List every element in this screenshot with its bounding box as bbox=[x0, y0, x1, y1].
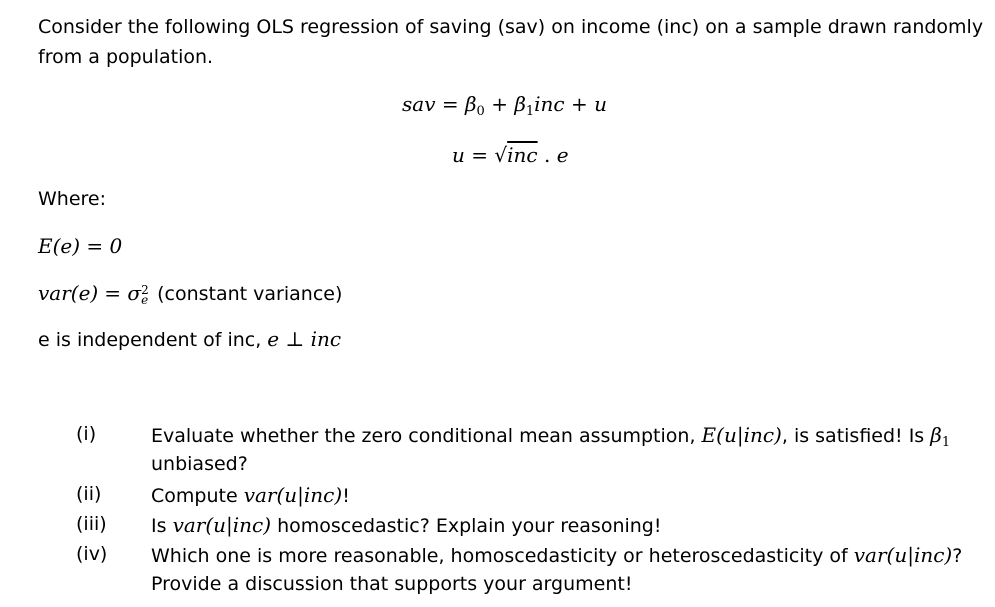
where-label: Where: bbox=[38, 188, 107, 210]
eq2-inc: inc bbox=[507, 143, 538, 167]
equation-error bbox=[452, 143, 569, 167]
q2-math-var: var(u|inc) bbox=[243, 483, 343, 507]
eq-u: u bbox=[594, 92, 608, 116]
equation-regression bbox=[402, 92, 607, 119]
eq2-e: e bbox=[556, 143, 569, 167]
q1-math-expectation: E(u|inc) bbox=[701, 423, 782, 447]
var-e: var(e) bbox=[38, 281, 99, 305]
q3-math-var: var(u|inc) bbox=[172, 513, 272, 537]
question-number-iii: (iii) bbox=[76, 513, 107, 535]
eq-beta1: $\beta_1$ bbox=[514, 92, 535, 119]
constant-variance-note: (constant variance) bbox=[157, 283, 343, 305]
question-iii-text: Is var(u|inc) homoscedastic? Explain your reasoning! bbox=[151, 513, 662, 537]
question-number-i: (i) bbox=[76, 423, 97, 445]
eq2-dot: . bbox=[543, 143, 557, 167]
question-i-line-2: unbiased? bbox=[151, 453, 248, 475]
eq-inc: inc bbox=[534, 92, 565, 116]
independence-text: e is independent of inc, bbox=[38, 329, 262, 351]
question-number-iv: (iv) bbox=[76, 543, 108, 565]
q1-math-beta1: $\beta_1$ bbox=[930, 423, 951, 450]
assumption-variance: var(e) = σ 2 e (constant variance) bbox=[38, 281, 343, 307]
eq-sav: sav bbox=[402, 92, 436, 116]
eq-equals: = bbox=[441, 92, 465, 116]
assumption-mean-zero: E(e) = 0 bbox=[38, 234, 123, 258]
question-ii-text: Compute var(u|inc)! bbox=[151, 483, 350, 507]
sigma-e-squared: σ 2 e bbox=[127, 281, 149, 307]
eq2-equals: = bbox=[471, 143, 495, 167]
question-iv-line-2: Provide a discussion that supports your argument! bbox=[151, 573, 633, 595]
intro-line-2: from a population. bbox=[38, 46, 214, 68]
eq2-u: u bbox=[452, 143, 465, 167]
question-i-line-1: Evaluate whether the zero conditional mean assumption, E(u|inc), is satisfied! Is $\beta_1$ bbox=[151, 423, 951, 450]
q4-math-var: var(u|inc) bbox=[853, 543, 953, 567]
sqrt-icon: √ bbox=[494, 143, 508, 167]
intro-line-1: Consider the following OLS regression of saving (sav) on income (inc) on a sample drawn randomly bbox=[38, 16, 984, 38]
question-number-ii: (ii) bbox=[76, 483, 102, 505]
question-iv-line-1: Which one is more reasonable, homoscedasticity or heteroscedasticity of var(u|inc)? bbox=[151, 543, 963, 567]
independence-math: e ⊥ inc bbox=[267, 327, 342, 351]
assumption-independence bbox=[38, 327, 341, 351]
eq-plus-2: + bbox=[571, 92, 595, 116]
eq-plus: + bbox=[491, 92, 515, 116]
eq-beta0: $\beta_0$ bbox=[464, 92, 485, 119]
